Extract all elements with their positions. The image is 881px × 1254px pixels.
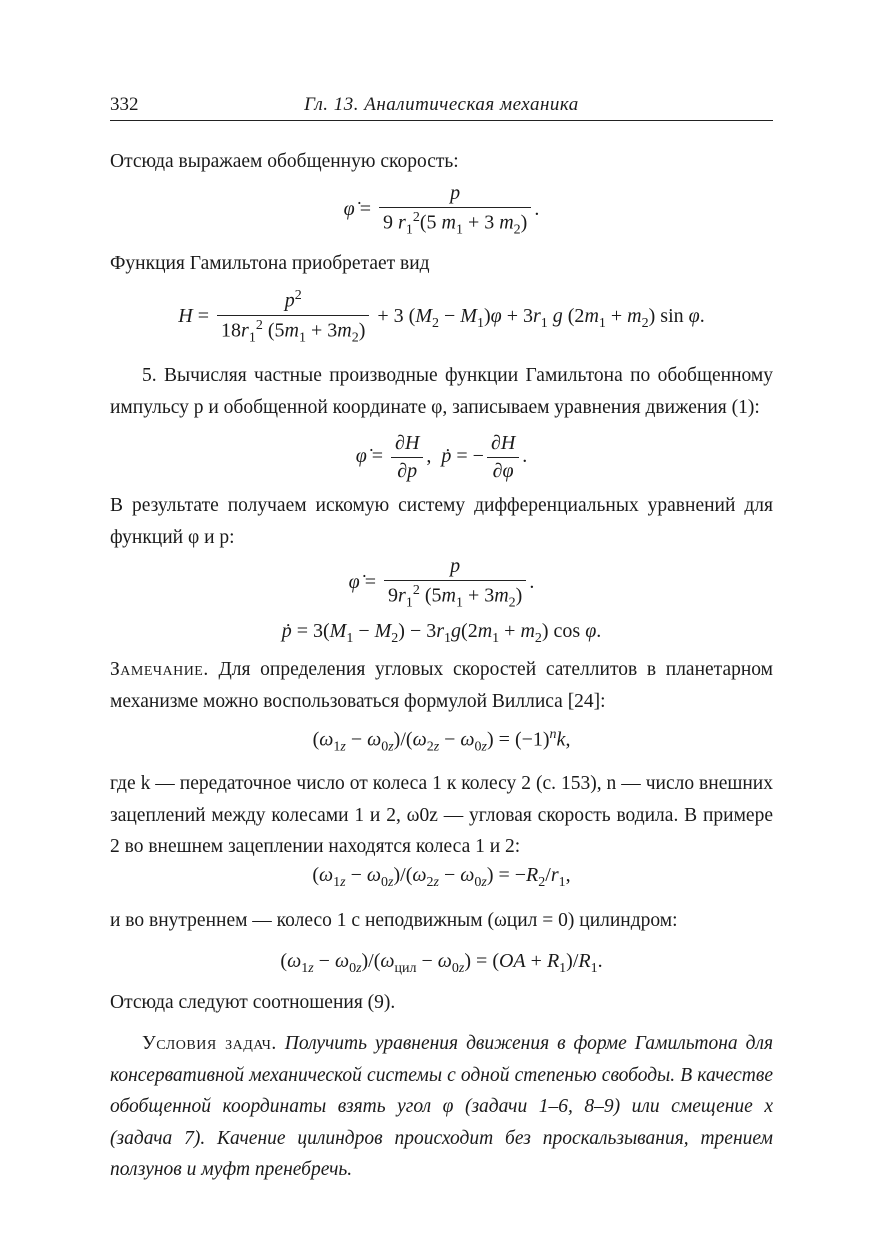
- equation-internal: $(\omega_{1z} - \omega_{0z})/(\omega_{цил} - \omega_{0z}) = (OA + R_1)/R_1$.: [280, 950, 603, 976]
- paragraph: Функция Гамильтона приобретает вид: [110, 253, 430, 274]
- equation-velocity: φ̇ = $\frac{p}{9 r_1^2(5 m_1 + 3 m_2)}$ .: [343, 182, 540, 238]
- paragraph: В результате получаем искомую систему дифференциальных уравнений для функций φ и p:: [110, 495, 773, 548]
- conditions-label: Условия задач.: [142, 1033, 277, 1054]
- equation-external: $(\omega_{1z} - \omega_{0z})/(\omega_{2z} - \omega_{0z}) = -R_2/r_1$,: [312, 864, 571, 890]
- equation-willis: $(\omega_{1z} - \omega_{0z})/(\omega_{2z} - \omega_{0z}) = (-1)^nk$,: [312, 727, 571, 755]
- equation-hamilton: φ̇ = $\frac{\partial H}{\partial p}$ , ṗ = − $\frac{\partial H}{\partial\varphi}$ .: [355, 432, 528, 482]
- running-title: Гл. 13. Аналитическая механика: [304, 94, 579, 115]
- remark: [110, 654, 773, 717]
- equation-system-2: ṗ = $3(M_1 - M_2) - 3r_1g(2m_1 + m_2)$ cos φ.: [281, 620, 602, 646]
- remark-text: Для определения угловых скоростей сателлитов в планетарном механизме можно воспользоваться формулой Виллиса [24]:: [110, 659, 774, 712]
- equation-system-1: φ̇ = $\frac{p}{9r_1^2 (5m_1 + 3m_2)}$ .: [348, 555, 535, 611]
- remark-label: Замечание.: [110, 659, 209, 680]
- problem-conditions: [110, 1028, 773, 1186]
- page-number: 332: [110, 94, 139, 115]
- paragraph: Отсюда следуют соотношения (9).: [110, 992, 396, 1013]
- page: [110, 0, 773, 1254]
- page-header: [110, 92, 773, 121]
- paragraph: где k — передаточное число от колеса 1 к колесу 2 (с. 153), n — число внешних зацеплений между колесами 1 и 2, ω0z — угловая скорость водила. В примере 2 во внешнем зацеплении находятся колеса 1 и 2:: [110, 773, 773, 857]
- paragraph: Отсюда выражаем обобщенную скорость:: [110, 151, 459, 172]
- equation-hamiltonian: H = $\frac{p^2}{18r_1^2 (5m_1 + 3m_2)}$ + 3 $(M_2 - M_1)\varphi + 3r_1$ g $(2m_1 + m_2)$ sin φ.: [178, 288, 705, 346]
- conditions-text: Получить уравнения движения в форме Гамильтона для консервативной механической системы с одной степенью свободы. В качестве обобщенной координаты взять угол φ (задачи 1–6, 8–9) или смещение x (задача 7). Качение цилиндров происходит без проскальзывания, трением ползунов и муфт пренебречь.: [110, 1033, 774, 1180]
- paragraph: 5. Вычисляя частные производные функции Гамильтона по обобщенному импульсу p и обобщенной координате φ, записываем уравнения движения (1):: [110, 365, 773, 418]
- paragraph: и во внутреннем — колесо 1 с неподвижным (ωцил = 0) цилиндром:: [110, 910, 678, 931]
